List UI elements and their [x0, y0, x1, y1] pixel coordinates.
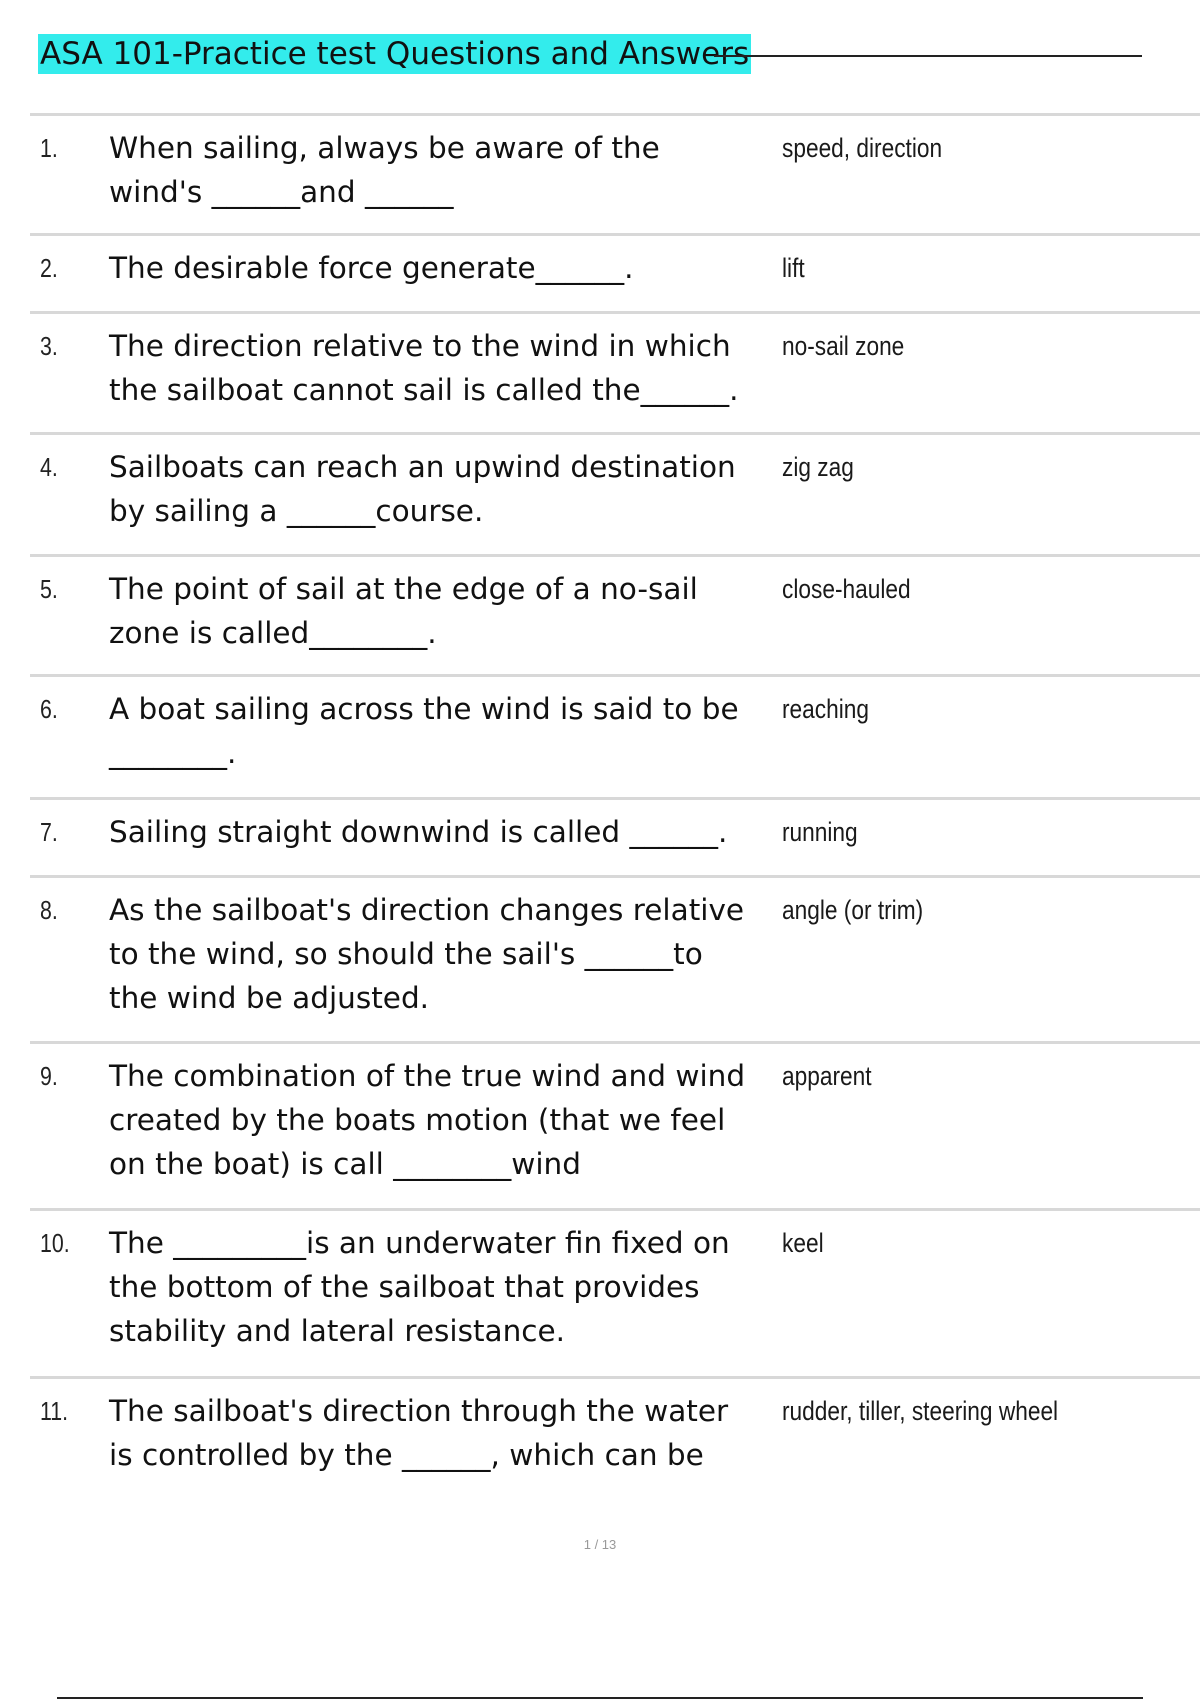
question-row	[30, 797, 1200, 875]
answer-text: zig zag	[782, 452, 854, 482]
answer-text: speed, direction	[782, 133, 943, 163]
answer-text: lift	[782, 253, 805, 283]
question-number: 9.	[40, 1061, 58, 1091]
answer-text: angle (or trim)	[782, 895, 924, 925]
question-number: 5.	[40, 574, 58, 604]
answer-text: running	[782, 817, 858, 847]
question-row	[30, 233, 1200, 311]
document-header	[38, 34, 1142, 74]
answer-text: close-hauled	[782, 574, 911, 604]
question-number: 8.	[40, 895, 58, 925]
question-number: 6.	[40, 694, 58, 724]
question-row	[30, 1208, 1200, 1376]
question-list	[30, 113, 1200, 1489]
question-number: 2.	[40, 253, 58, 283]
question-text: The direction relative to the wind in which the sailboat cannot sail is called the______.	[109, 329, 739, 407]
question-text: As the sailboat's direction changes relative to the wind, so should the sail's ______to the wind be adjusted.	[109, 893, 745, 1015]
title-underline	[714, 55, 1142, 57]
question-text: When sailing, always be aware of the wind's ______and ______	[109, 131, 660, 209]
footer-rule	[57, 1697, 1143, 1699]
question-number: 1.	[40, 133, 58, 163]
question-text: Sailing straight downwind is called ______.	[109, 815, 728, 849]
question-number: 7.	[40, 817, 58, 847]
question-number: 10.	[40, 1228, 70, 1258]
answer-text: apparent	[782, 1061, 872, 1091]
answer-text: keel	[782, 1228, 824, 1258]
answer-text: rudder, tiller, steering wheel	[782, 1396, 1059, 1426]
question-text: The point of sail at the edge of a no-sail zone is called________.	[109, 572, 698, 650]
page-number: 1 / 13	[583, 1537, 617, 1552]
question-row	[30, 674, 1200, 797]
document-title: ASA 101-Practice test Questions and Answers	[40, 36, 750, 72]
question-row	[30, 1376, 1200, 1489]
question-number: 11.	[40, 1396, 69, 1426]
question-row	[30, 554, 1200, 674]
question-row	[30, 113, 1200, 233]
answer-text: reaching	[782, 694, 870, 724]
question-row	[30, 432, 1200, 554]
question-text: The _________is an underwater fin fixed on the bottom of the sailboat that provides stability and lateral resistance.	[109, 1226, 730, 1348]
answer-text: no-sail zone	[782, 331, 905, 361]
question-text: Sailboats can reach an upwind destination by sailing a ______course.	[109, 450, 736, 528]
question-row	[30, 875, 1200, 1041]
question-row	[30, 1041, 1200, 1208]
question-text: The combination of the true wind and wind created by the boats motion (that we feel on the boat) is call ________wind	[109, 1059, 746, 1181]
question-text: The desirable force generate______.	[109, 251, 634, 285]
question-number: 4.	[40, 452, 58, 482]
question-row	[30, 311, 1200, 432]
question-text: The sailboat's direction through the water is controlled by the ______, which can be	[109, 1394, 729, 1472]
question-number: 3.	[40, 331, 58, 361]
question-text: A boat sailing across the wind is said to be ________.	[109, 692, 739, 770]
